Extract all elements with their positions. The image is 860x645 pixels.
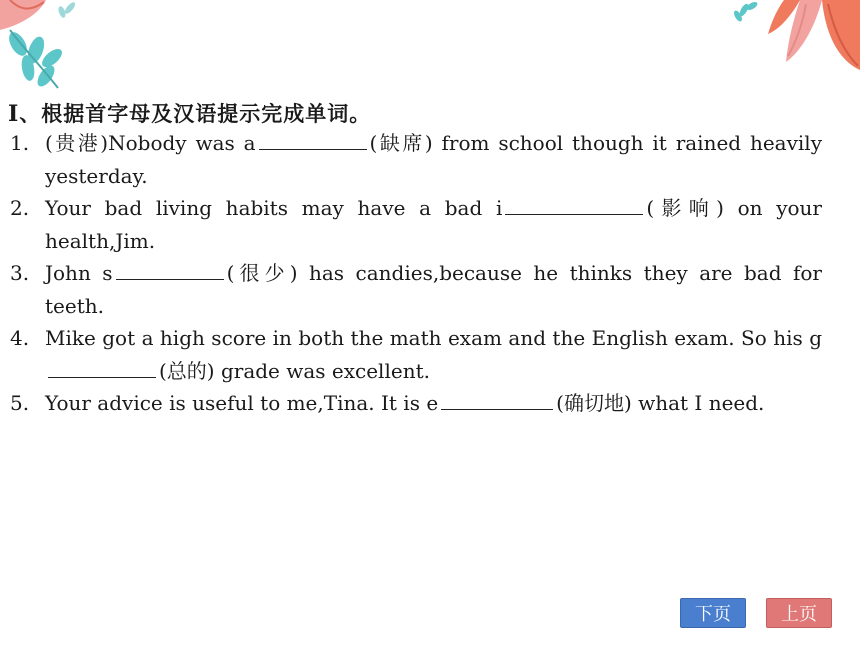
next-page-button[interactable]: 下页 xyxy=(680,598,746,628)
question-text-after: (总的) grade was excellent. xyxy=(159,358,430,383)
question-number: 5. xyxy=(10,391,30,415)
leaf-decoration-left xyxy=(0,0,110,95)
heading-text: 、根据首字母及汉语提示完成单词。 xyxy=(19,102,372,126)
previous-page-button[interactable]: 上页 xyxy=(766,598,832,628)
leaf-decoration-right xyxy=(730,0,860,75)
answer-blank[interactable] xyxy=(441,391,553,410)
question-text-after: (影响) on your health,Jim. xyxy=(45,196,822,253)
question-4 xyxy=(10,322,822,387)
question-text-before: Your advice is useful to me,Tina. It is e xyxy=(45,391,439,415)
answer-blank[interactable] xyxy=(116,261,224,280)
question-text-before: Your bad living habits may have a bad i xyxy=(45,196,503,220)
question-number: 2. xyxy=(10,196,30,220)
question-number: 4. xyxy=(10,326,30,350)
question-2 xyxy=(10,192,822,257)
question-text-after: (缺席) from school though it rained heavily yesterday. xyxy=(45,131,822,188)
question-number: 3. xyxy=(10,261,30,285)
question-5 xyxy=(10,387,822,420)
question-number: 1. xyxy=(10,131,30,155)
question-1 xyxy=(10,127,822,192)
question-text-before: John s xyxy=(45,261,113,285)
section-heading xyxy=(8,98,371,128)
question-3 xyxy=(10,257,822,322)
question-list xyxy=(10,127,822,420)
question-text-after: (很少) has candies,because he thinks they are bad for teeth. xyxy=(45,261,822,318)
question-text-before: (贵港)Nobody was a xyxy=(45,131,256,155)
answer-blank[interactable] xyxy=(259,131,367,150)
heading-roman-numeral: Ⅰ xyxy=(8,101,20,127)
answer-blank[interactable] xyxy=(48,359,156,378)
answer-blank[interactable] xyxy=(505,196,643,215)
question-text-before: Mike got a high score in both the math exam and the English exam. So his g xyxy=(45,326,822,350)
question-text-after: (确切地) what I need. xyxy=(556,391,765,415)
